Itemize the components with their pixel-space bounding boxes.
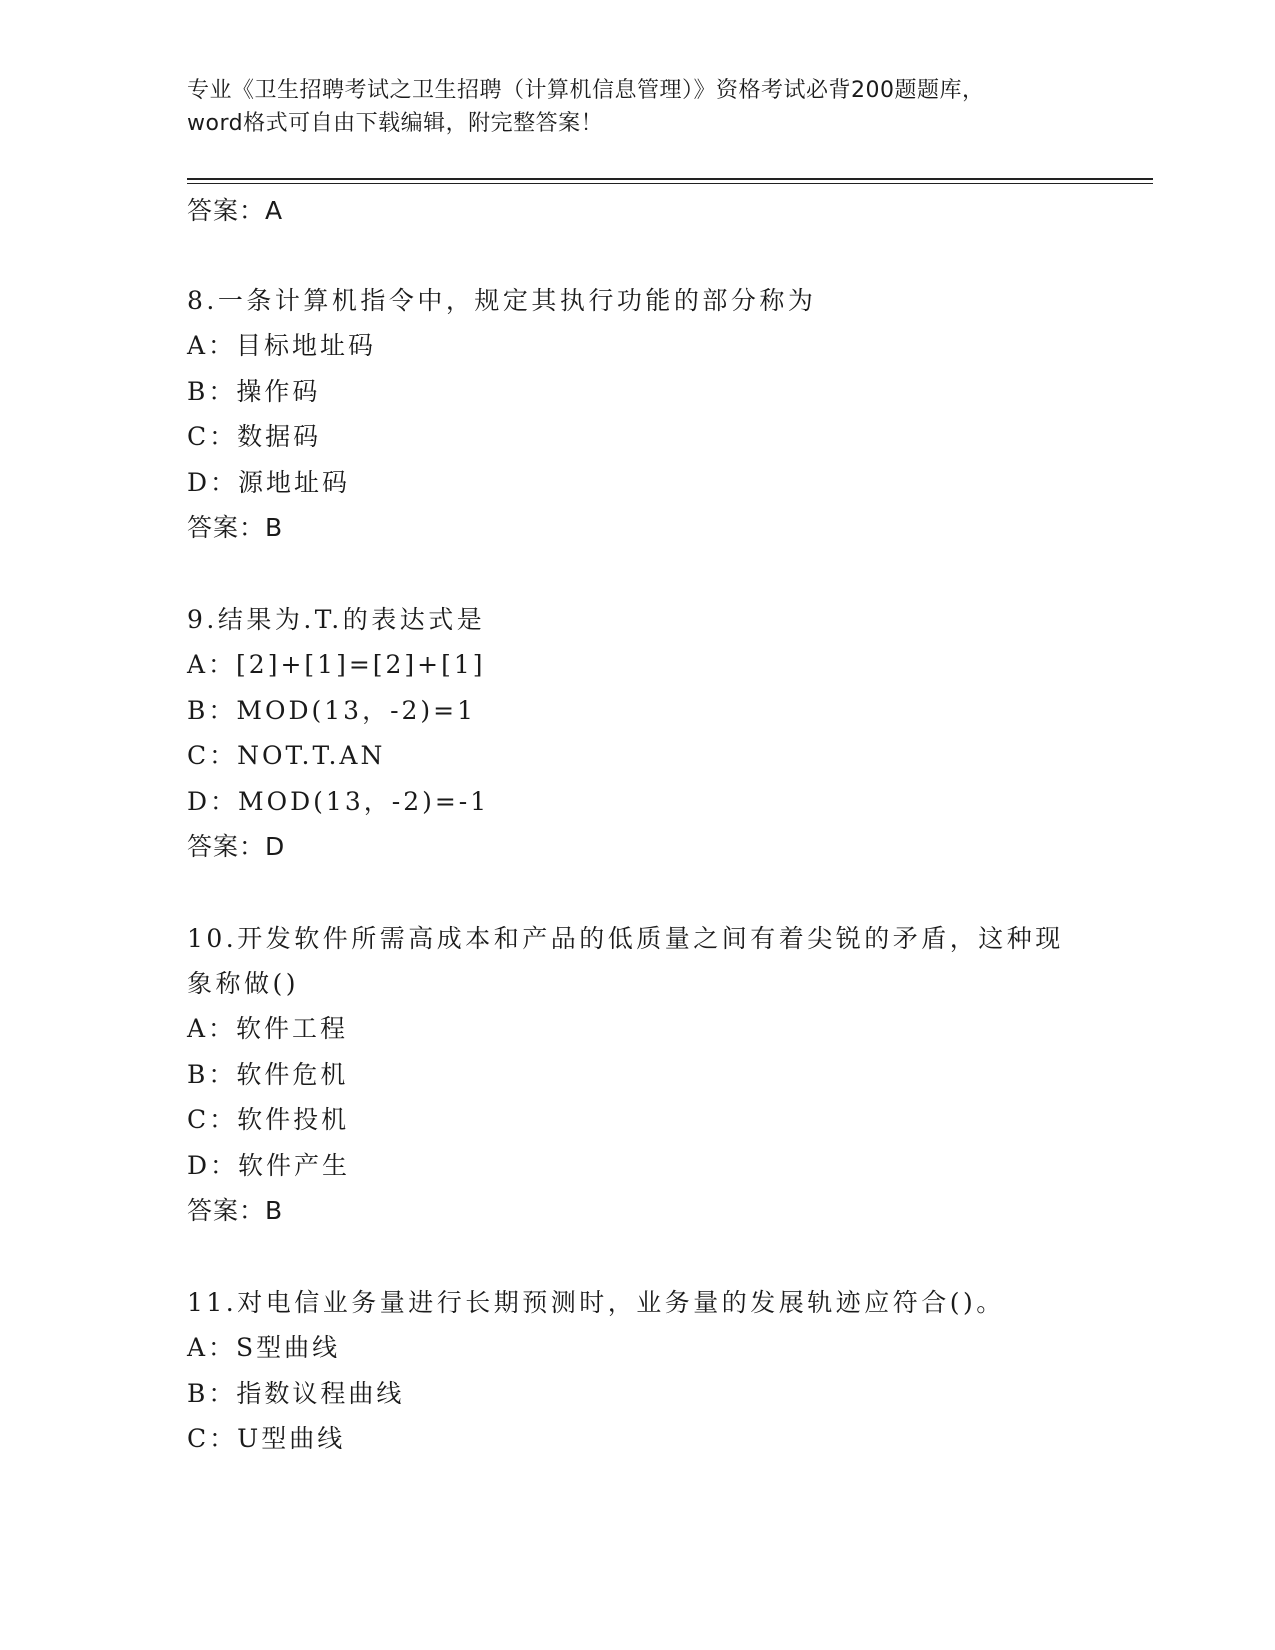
question-text: 11.对电信业务量进行长期预测时，业务量的发展轨迹应符合()。 xyxy=(187,1288,1005,1317)
spacer xyxy=(187,551,1087,597)
spacer xyxy=(187,1234,1087,1280)
option-b: B：MOD(13，-2)=1 xyxy=(187,695,477,725)
answer-line: 答案：B xyxy=(187,513,284,542)
option-d: D：源地址码 xyxy=(187,467,351,497)
option-c: C：NOT.T.AN xyxy=(187,741,386,770)
document-header xyxy=(187,74,1087,140)
option-a: A：[2]+[1]=[2]+[1] xyxy=(187,650,486,679)
question-block xyxy=(187,278,1087,551)
option-b: B：操作码 xyxy=(187,376,321,406)
option-a: A：S型曲线 xyxy=(187,1333,341,1362)
header-line-2: word格式可自由下载编辑，附完整答案！ xyxy=(187,111,604,136)
spacer xyxy=(187,870,1087,916)
question-block xyxy=(187,1280,1087,1462)
question-text-line-1: 10.开发软件所需高成本和产品的低质量之间有着尖锐的矛盾，这种现 xyxy=(187,924,1064,953)
header-rule-thin xyxy=(187,183,1153,184)
option-b: B：软件危机 xyxy=(187,1059,349,1089)
option-c: C：数据码 xyxy=(187,422,322,451)
question-block xyxy=(187,597,1087,870)
option-d: D：软件产生 xyxy=(187,1150,351,1180)
question-text: 9.结果为.T.的表达式是 xyxy=(187,605,486,634)
spacer xyxy=(187,234,1087,278)
option-c: C：U型曲线 xyxy=(187,1424,346,1453)
answer-line: 答案：B xyxy=(187,1196,284,1225)
question-list xyxy=(187,188,1087,1462)
question-block xyxy=(187,916,1087,1234)
header-line-1: 专业《卫生招聘考试之卫生招聘（计算机信息管理）》资格考试必背200题题库， xyxy=(187,78,985,103)
option-a: A：目标地址码 xyxy=(187,331,377,360)
option-b: B：指数议程曲线 xyxy=(187,1378,405,1408)
answer-line: 答案：A xyxy=(187,196,284,225)
option-d: D：MOD(13，-2)=-1 xyxy=(187,786,490,816)
header-rule-thick xyxy=(187,178,1153,180)
option-a: A：软件工程 xyxy=(187,1014,349,1043)
answer-line: 答案：D xyxy=(187,832,286,861)
question-text-line-2: 象称做() xyxy=(187,969,300,998)
option-c: C：软件投机 xyxy=(187,1105,350,1134)
question-text: 8.一条计算机指令中，规定其执行功能的部分称为 xyxy=(187,286,817,315)
